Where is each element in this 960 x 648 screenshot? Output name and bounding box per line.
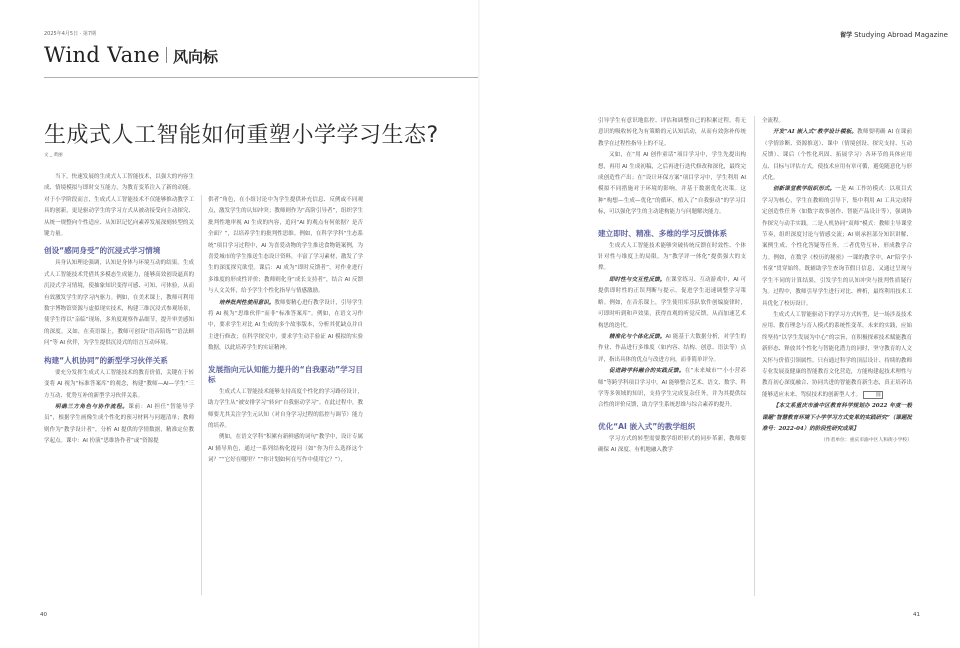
magazine-masthead (840, 30, 948, 39)
paragraph: 促进跨学科融合的实践反馈。在“未来城市”“小小营养师”等跨学科项目学习中，AI 能够整合艺术、语文、数学、科学等多领域的知识，支持学生完成复杂任务，并为其提供综合性的评价反馈，助力学生系统思维与综合素养的提升。 (598, 368, 746, 409)
brand-divider (166, 47, 167, 63)
magazine-name: Studying Abroad Magazine (854, 30, 948, 39)
section-heading: 构建“人机协同”的新型学习伙伴关系 (44, 355, 168, 365)
paragraph: 要充分发挥生成式人工智能技术的教育价值，关键在于转变将 AI 视为“标准答案库”的观念，构建“教师—AI—学生”三方互动、优势互补的新型学习伙伴关系。 (44, 369, 194, 399)
section-heading: 优化“AI 嵌入式”的教学组织 (598, 421, 696, 431)
column-divider (754, 116, 755, 596)
paragraph: 又如，在“用 AI 创作童话”项目学习中，学生先提出构想，再用 AI 生成初稿，之后再进行迭代修改和深化，最终完成创造性产出；在“设计环保方案”项目学习中，学生利用 AI 模拟不同措施对于环境的影响，并基于数据优化决策。这种“构想—生成—优化”的循环，植入了“自我驱动”的学习目标，可以强化学生的主动建构能力与问题解决能力。 (598, 152, 746, 216)
byline: 文 _ 黄丽 (44, 153, 63, 158)
column-brand (44, 43, 218, 67)
paragraph: 生成式人工智能驱动下的学习方式转型，是一场涉及技术应用、教育理念与育人模式的系统性变革。未来的实践，应始终坚持“以学生发展为中心”的宗旨，在积极探索技术赋能教育新形态、释放其个性化与智能化潜力的同时，坚守教育的人文关怀与价值引领属性。只有通过科学的顶层设计、持续的教师专业发展及健康的智能教育文化营造，方能构建起技术理性与教育初心深度融合、协同共进的智能教育新生态，真正培养出能够适应未来、驾驭技术的创新型人才。 圆 (762, 311, 912, 398)
text-column-2 (208, 195, 363, 467)
end-mark-icon: 圆 (863, 391, 883, 399)
paragraph: 供者”角色，在小组讨论中为学生提供补充信息、反例或不同观点，激发学生的认知冲突；教师则作为“高阶引导者”，组织学生批判性地审视 AI 生成的内容，追问“AI 的观点有何依据？是否全面？”，以培养学生的批判性思维。例如，在科学学科“生态系统”项目学习过程中，AI 为喜爱动物的学生推送食物链案例，为喜爱城市的学生推送生态设计资料，丰富了学习素材，激发了学生的深度探究欲望。课后：AI 成为“即时反馈者”，对作业进行多维度的形成性评价；教师则化身“成长支持者”，结合 AI 反馈与人文关怀，给予学生个性化指导与情感激励。 (208, 197, 363, 295)
brand-en: Wind Vane (44, 43, 160, 67)
intro-paragraph: 当下，快速发展的生成式人工智能技术，以强大的内容生成、情境模拟与即时交互能力，为教育变革注入了新的动能。对于小学阶段而言，生成式人工智能技术不仅能够推动教学工具的创新，更是驱动学生的学习方式从被动接受向主动探究、从统一规整向个性适应、从知识记忆向素养发展深刻转型的关键力量。 (44, 174, 194, 238)
paragraph: 学习方式的转型需要教学组织形式的同步革新，教师要确保 AI 深度、有机地融入教学 (598, 435, 746, 454)
paragraph: 明确三方角色与协作流程。课前：AI 担任“智能导学员”，根据学生画像生成个性化的预习材料与问题清单；教师则作为“教学设计者”，分析 AI 提供的学情数据，精准定位教学起点。课中：AI 扮演“思维协作者”或“资源提 (44, 403, 194, 445)
paragraph: 培养批判性使用意识。教师要精心进行教学设计，引导学生将 AI 视为“思维伙伴”而非“标准答案库”。例如，在语文习作中，要求学生对比 AI 生成的多个故事版本，分析其优缺点并自主进行修改；在科学探究中，要求学生动手验证 AI 模拟的实验数据，以此培养学生的实证精神。 (208, 299, 363, 352)
header-rule-left (44, 77, 480, 78)
page-number-right: 41 (913, 612, 920, 618)
paragraph: 引导学生有意识地监控、评估和调整自己的积累过程，将无意识的吸收转化为有策略的元认知活动，从而有效弥补传统教学在过程性指导上的不足。 (598, 118, 746, 147)
paragraph: 生成式人工智能技术能够支持高度个性化的学习路径设计，助力学生从“被安排学习”转向“自我驱动学习”。在此过程中，教师要尤其关注学生元认知（对自身学习过程的监控与调节）能力的培养。 (208, 388, 363, 429)
paragraph: 开发“AI 嵌入式”教学设计模板。教师要明确 AI 在课前（学情诊断、资源推送）、课中（情境创设、探究支持、互动反馈）、课后（个性化巩固、拓展学习）各环节的具体应用点、目标与评估方式，使技术应用有章可循，避免随意化与形式化。 (762, 129, 912, 182)
section-heading: 发展指向元认知能力提升的“自我驱动”学习目标 (208, 364, 363, 384)
paragraph: 例如，在语文学科“积累有新鲜感的词句”教学中，设计专属 AI 辅导角色，通过一系列结构化提问（如“你为什么选择这个词？”“它好在哪里？”“你计划如何在写作中使用它？”）， (208, 434, 363, 464)
paragraph-lead: 即时性与交互性反馈。 (609, 276, 666, 283)
issue-date: 2025年4月5日 · 第7期 (44, 31, 97, 37)
author-affiliation: （作者单位：重庆市渝中区人和街小学校） (820, 438, 912, 444)
column-divider (201, 195, 202, 595)
paragraph: 精准化与个体化反馈。AI 能基于大数据分析，对学生的作业、作品进行多维度（如内容、结构、创意、语法等）点评，指出具体的优点与改进方向，而非简单评分。 (598, 333, 746, 363)
paragraph-lead: 创新课堂教学组织形式。 (773, 186, 836, 193)
paragraph: 生成式人工智能技术能够突破传统反馈在时效性、个体针对性与维度上的局限，为“教学评一体化”提供强大的支撑。 (598, 242, 746, 272)
text-column-4 (762, 116, 912, 447)
paragraph-lead: 促进跨学科融合的实践反馈。 (609, 368, 685, 375)
magazine-logo-icon: 留学 (840, 32, 853, 39)
page-number-left: 40 (40, 612, 47, 618)
section-heading: 创设“感同身受”的沉浸式学习情境 (44, 246, 161, 256)
section-heading: 建立即时、精准、多维的学习反馈体系 (598, 228, 728, 238)
text-column-1 (44, 172, 194, 448)
paragraph-lead: 开发“AI 嵌入式”教学设计模板。 (773, 129, 858, 136)
funding-note: 【本文系重庆市渝中区教育科学规划办 2022 年度一般课题“智慧教育环境下小学学习方式变革的实践研究”（课题批准号：2022-04）的阶段性研究成果】 (762, 403, 912, 432)
paragraph: 具身认知理论强调，认知是身体与环境互动的结果。生成式人工智能技术凭借其多模态生成能力，能够高效创设逼真的沉浸式学习情境，使抽象知识变得可感、可知、可体验，从而有效激发学生的学习内驱力。例如，在美术课上，教师可利用数字博物馆资源与虚拟现实技术，构建三维沉浸式参观场景，使学生得以“亲临”现场，多角度观察作品细节，提升审美感知的深度。又如，在英语课上，教师可创设“语音陪练”“语法顾问”等 AI 伙伴，为学生提供沉浸式的语言互动环境。 (44, 260, 194, 347)
text-column-3 (598, 116, 746, 457)
paragraph: 即时性与交互性反馈。在课堂练习、互动游戏中，AI 可提供即时性的正误判断与提示，促进学生迅速调整学习策略。例如，在音乐课上，学生使用库乐队软件创编旋律时，可即时听到和声效果，获得直观的听觉反馈，从而加速艺术构思的迭代。 (598, 276, 746, 329)
brand-cn: 风向标 (173, 48, 219, 66)
paragraph-lead: 培养批判性使用意识。 (219, 299, 275, 306)
article-title: 生成式人工智能如何重塑小学学习生态? (44, 123, 439, 148)
paragraph-lead: 精准化与个体化反馈。 (609, 333, 666, 340)
paragraph: 全流程。 (762, 118, 785, 124)
paragraph-lead: 明确三方角色与协作流程。 (55, 403, 129, 410)
paragraph: 创新课堂教学组织形式。一是 AI 工作坊模式：以项目式学习为核心，学生在教师的引导下，集中利用 AI 工具完成特定创造性任务（如数字故事创作、智能产品设计等），强调协作探究与动手实践。二是人机协同“双师”模式：教师主导课堂节奏，组织深度讨论与情感交流；AI 则承担部分知识讲解、案例生成、个性化答疑等任务，二者优势互补，形成教学合力。例如，在数学《校历的秘密》一课的教学中，AI“陪学小书童”贯穿始终，既辅助学生查询节假日信息，又通过呈现与学生不同的计算结果，引发学生的认知冲突与批判性质疑行为。过程中，教师引导学生进行对比、辨析，最终利用技术工具优化了校历设计。 (762, 186, 912, 307)
